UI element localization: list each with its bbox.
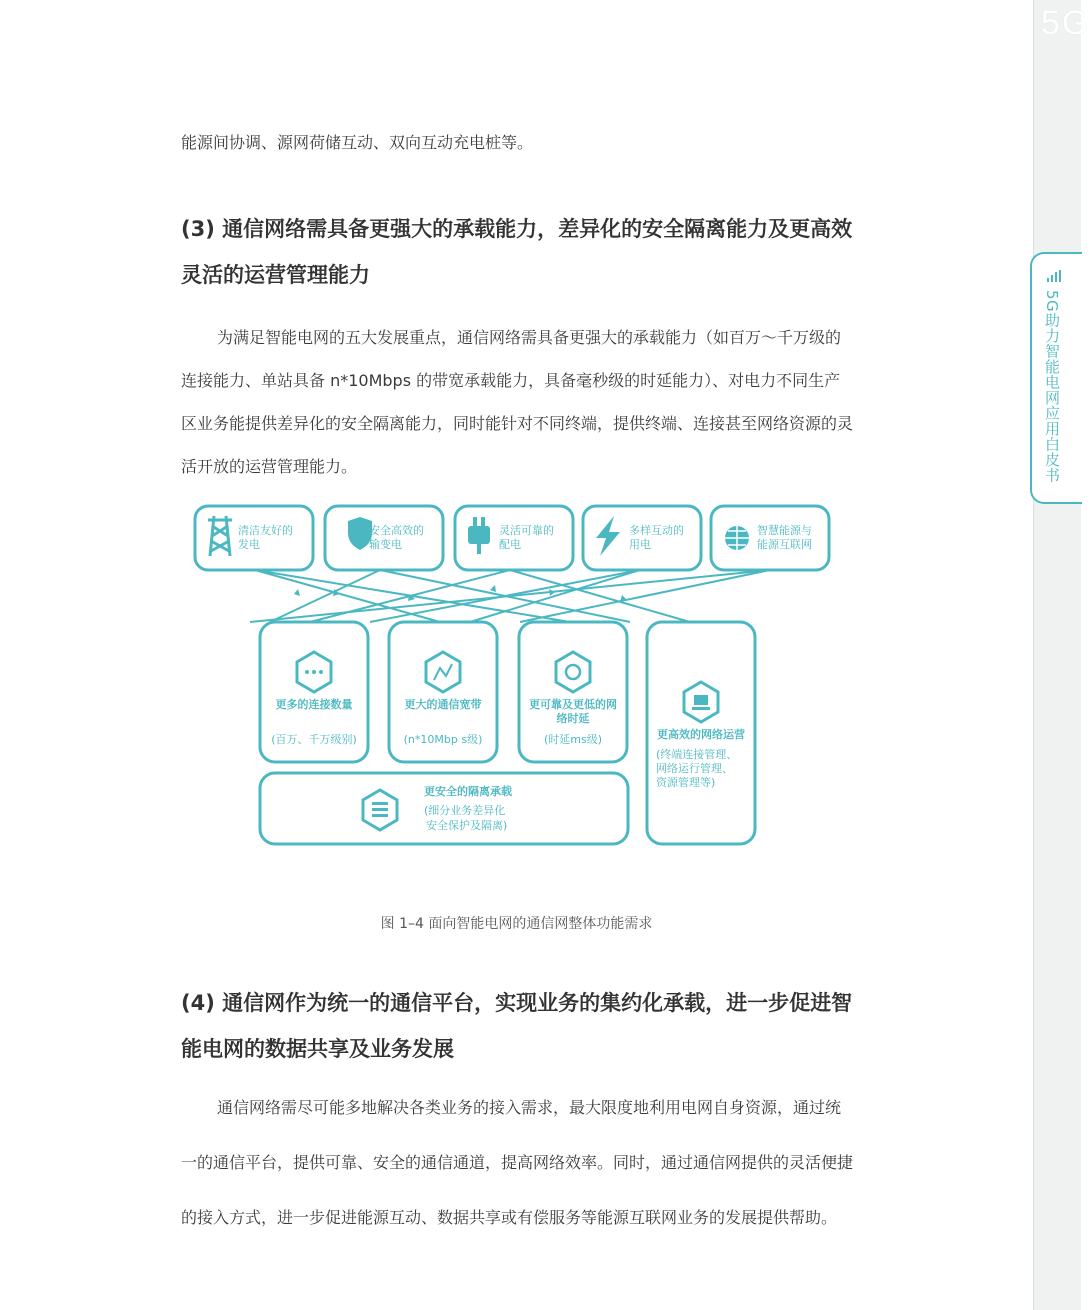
- corner-5g-mark: 5G: [1041, 4, 1090, 42]
- top-box-4: [583, 506, 701, 570]
- bottom-box-2-title: 更大的通信宽带: [404, 698, 482, 711]
- bottom-box-2: [389, 622, 497, 762]
- side-margin-strip: [1033, 0, 1081, 1310]
- section-heading-3: (3) 通信网络需具备更强大的承载能力，差异化的安全隔离能力及更高效灵活的运营管理能力: [181, 217, 853, 287]
- top-box-1-line1: 清洁友好的: [238, 524, 293, 537]
- ops-box: [647, 622, 755, 844]
- security-box-sub2: 安全保护及隔离): [426, 819, 508, 832]
- section-heading-4: (4) 通信网作为统一的通信平台，实现业务的集约化承载，进一步促进智能电网的数据共享及业务发展: [181, 991, 853, 1061]
- top-box-3: [455, 506, 573, 570]
- signal-bars-icon: [1046, 270, 1062, 282]
- bottom-box-3-title2: 络时延: [556, 712, 590, 725]
- top-box-2-line2: 输变电: [369, 538, 402, 551]
- top-box-5: [711, 506, 829, 570]
- top-box-4-line1: 多样互动的: [629, 524, 684, 537]
- ops-box-sub3: 资源管理等): [656, 776, 716, 789]
- top-box-1: [195, 506, 313, 570]
- security-box-sub1: (细分业务差异化: [424, 804, 506, 817]
- paragraph-continuation: 能源间协调、源网荷储互动、双向互动充电桩等。: [181, 133, 534, 152]
- ops-box-sub2: 网络运行管理、: [656, 762, 733, 775]
- top-box-2: [325, 506, 443, 570]
- bottom-box-3: [519, 622, 627, 762]
- bottom-box-2-sub: (n*10Mbp s级): [403, 733, 483, 746]
- top-box-1-line2: 发电: [238, 538, 260, 551]
- globe-icon: [725, 526, 749, 550]
- bottom-box-3-title: 更可靠及更低的网: [529, 698, 617, 711]
- bottom-box-1: [260, 622, 368, 762]
- ops-box-sub1: (终端连接管理、: [656, 748, 738, 761]
- paragraph-4: 通信网络需尽可能多地解决各类业务的接入需求，最大限度地利用电网自身资源，通过统一的通信平台，提供可靠、安全的通信通道，提高网络效率。同时，通过通信网提供的灵活便捷的接入方式，进一步促进能源互动、数据共享或有偿服务等能源互联网业务的发展提供帮助。: [181, 1098, 854, 1227]
- side-tab-label: 5G助力智能电网应用白皮书: [1043, 290, 1061, 483]
- bottom-box-3-sub: (时延ms级): [543, 733, 603, 746]
- side-tab: [1030, 252, 1082, 504]
- ops-box-title: 更高效的网络运营: [657, 728, 745, 741]
- top-box-3-line2: 配电: [499, 538, 521, 551]
- bottom-box-1-title: 更多的连接数量: [275, 698, 353, 711]
- top-box-4-line2: 用电: [629, 538, 651, 551]
- security-box-title: 更安全的隔离承载: [424, 785, 512, 798]
- top-box-3-line1: 灵活可靠的: [499, 524, 554, 537]
- paragraph-3: 为满足智能电网的五大发展重点，通信网络需具备更强大的承载能力（如百万～千万级的连接能力、单站具备 n*10Mbps 的带宽承载能力，具备毫秒级的时延能力）、对电力不同生产区业务能提供差异化的安全隔离能力，同时能针对不同终端，提供终端、连接甚至网络资源的灵活开放的运营管理能力。: [181, 328, 854, 476]
- top-box-5-line1: 智慧能源与: [757, 524, 812, 537]
- top-box-2-line1: 安全高效的: [369, 524, 424, 537]
- bottom-box-1-sub: (百万、千万级别): [271, 733, 357, 746]
- security-box: [260, 773, 628, 844]
- figure-caption: 图 1–4 面向智能电网的通信网整体功能需求: [380, 916, 653, 932]
- top-box-5-line2: 能源互联网: [757, 538, 812, 551]
- network-requirements-diagram: [190, 496, 840, 856]
